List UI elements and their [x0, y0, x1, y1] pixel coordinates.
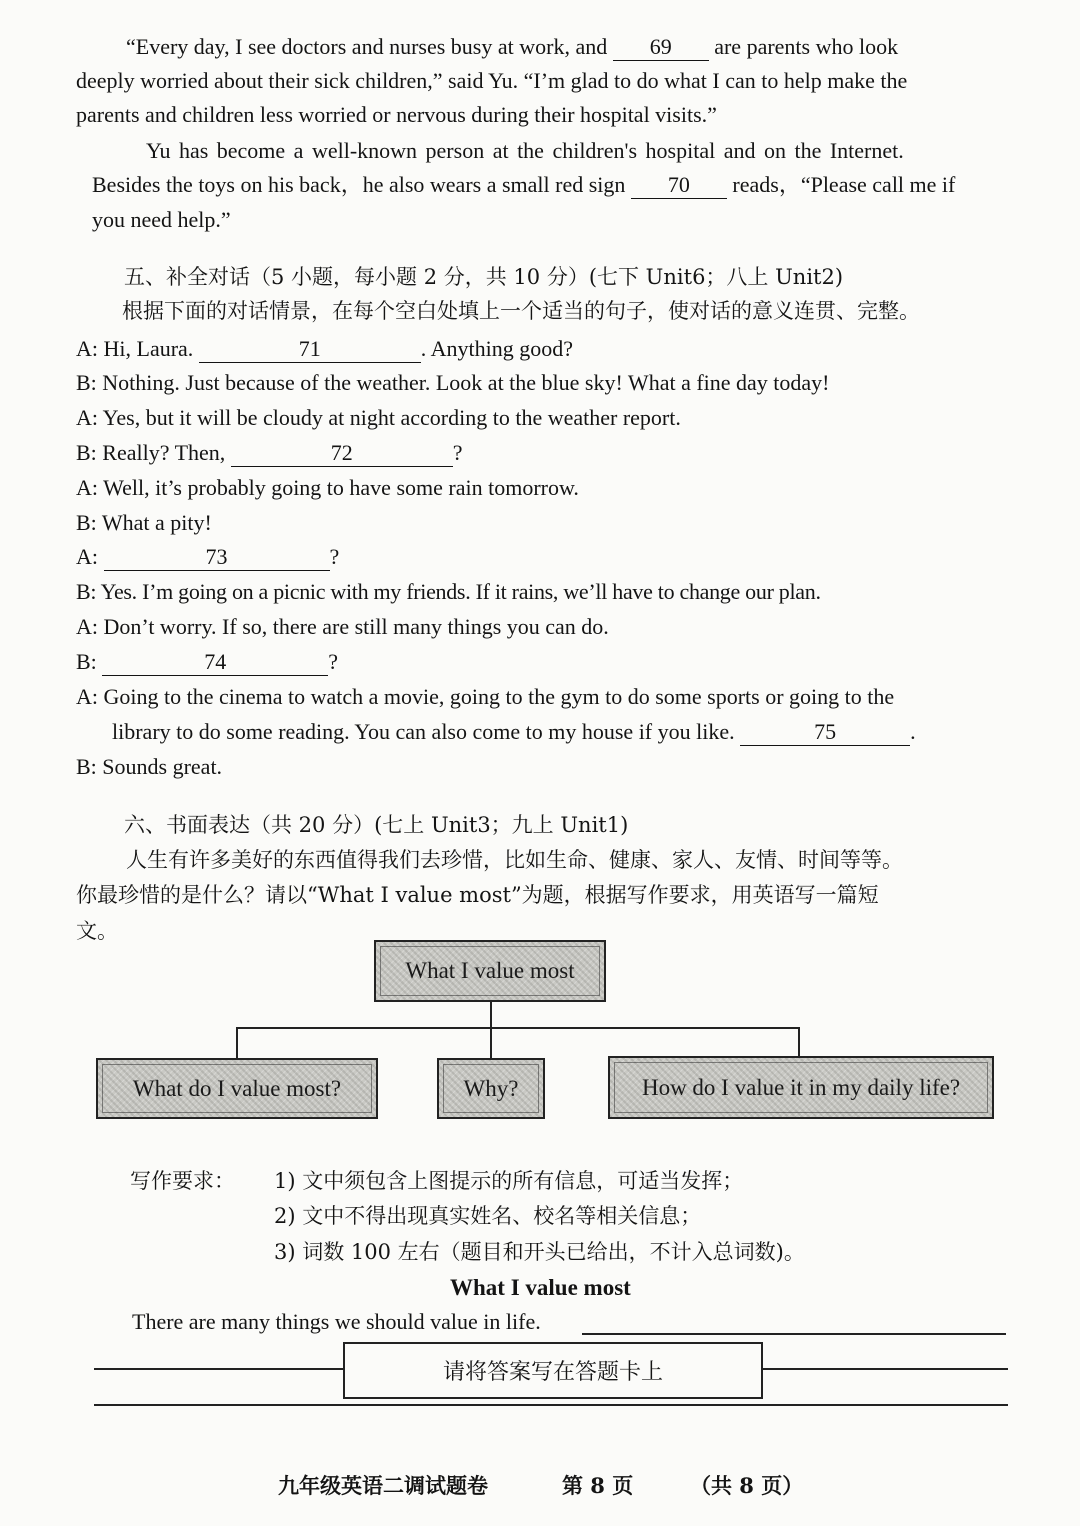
- diagram-child-box: How do I value it in my daily life?: [608, 1056, 994, 1119]
- section5-title: 五、补全对话（5 小题，每小题 2 分，共 10 分）(七下 Unit6；八上 Unit2): [124, 265, 844, 289]
- dialogue-text: B:: [76, 649, 103, 674]
- blank-74[interactable]: 74: [102, 649, 328, 676]
- dialogue-text: ?: [452, 440, 463, 465]
- writing-line[interactable]: [94, 1404, 1008, 1406]
- diagram-child-box: What do I value most?: [96, 1058, 378, 1119]
- section6-title: 六、书面表达（共 20 分）(七上 Unit3；九上 Unit1): [124, 813, 629, 837]
- diagram-connector: [236, 1027, 800, 1029]
- essay-opening: There are many things we should value in life.: [132, 1309, 541, 1334]
- writing-line[interactable]: [582, 1333, 1006, 1335]
- diagram-connector: [798, 1027, 800, 1058]
- diagram-connector: [236, 1027, 238, 1058]
- dialogue-line: A: Well, it’s probably going to have some rain tomorrow.: [76, 475, 579, 500]
- dialogue-text: ?: [328, 649, 339, 674]
- passage-line: [126, 32, 898, 62]
- requirement-item: 1) 文中须包含上图提示的所有信息，可适当发挥；: [274, 1169, 744, 1193]
- dialogue-line: [76, 334, 573, 364]
- blank-71[interactable]: 71: [199, 336, 421, 363]
- footer-page-number: 第 8 页: [562, 1473, 634, 1498]
- passage-line: parents and children less worried or nervous during their hospital visits.”: [76, 102, 717, 127]
- requirement-item: 3) 词数 100 左右（题目和开头已给出，不计入总词数)。: [274, 1240, 805, 1264]
- dialogue-line: A: Don’t worry. If so, there are still many things you can do.: [76, 614, 609, 639]
- dialogue-line: B: Yes. I’m going on a picnic with my friends. If it rains, we’ll have to change our plan.: [76, 579, 821, 604]
- passage-line: [92, 170, 955, 200]
- dialogue-line: [76, 438, 463, 468]
- dialogue-line: B: What a pity!: [76, 510, 212, 535]
- blank-70[interactable]: 70: [631, 172, 727, 199]
- section5-instruction: 根据下面的对话情景，在每个空白处填上一个适当的句子，使对话的意义连贯、完整。: [122, 299, 920, 323]
- dialogue-text: .: [910, 719, 916, 744]
- dialogue-line: [76, 647, 338, 677]
- essay-title: What I value most: [450, 1275, 631, 1300]
- blank-69[interactable]: 69: [613, 34, 709, 61]
- requirement-item: 2) 文中不得出现真实姓名、校名等相关信息；: [274, 1204, 702, 1228]
- diagram-connector: [490, 1027, 492, 1058]
- passage-text: are parents who look: [708, 34, 899, 59]
- dialogue-text: . Anything good?: [420, 336, 573, 361]
- dialogue-text: A:: [76, 544, 104, 569]
- dialogue-line: B: Nothing. Just because of the weather. Look at the blue sky! What a fine day today!: [76, 370, 830, 395]
- answer-card-notice: 请将答案写在答题卡上: [343, 1342, 763, 1399]
- passage-text: “Every day, I see doctors and nurses busy at work, and: [126, 34, 613, 59]
- passage-line: you need help.”: [92, 207, 231, 232]
- dialogue-line: B: Sounds great.: [76, 754, 223, 779]
- section6-intro: 你最珍惜的是什么？请以“What I value most”为题，根据写作要求，用英语写一篇短: [76, 883, 879, 907]
- blank-75[interactable]: 75: [740, 719, 910, 746]
- dialogue-text: A: Hi, Laura.: [76, 336, 199, 361]
- dialogue-line: A: Yes, but it will be cloudy at night according to the weather report.: [76, 405, 681, 430]
- passage-text: Besides the toys on his back，he also wears a small red sign: [92, 172, 631, 197]
- diagram-connector: [490, 1002, 492, 1028]
- writing-line[interactable]: [94, 1368, 344, 1370]
- dialogue-line: A: Going to the cinema to watch a movie, going to the gym to do some sports or going to the: [76, 684, 895, 709]
- footer-total-pages: （共 8 页）: [690, 1473, 804, 1498]
- section6-intro: 文。: [76, 919, 118, 943]
- section6-intro: 人生有许多美好的东西值得我们去珍惜，比如生命、健康、家人、友情、时间等等。: [126, 848, 903, 872]
- writing-line[interactable]: [762, 1368, 1008, 1370]
- dialogue-line: [112, 717, 916, 747]
- requirements-label: 写作要求：: [130, 1169, 235, 1193]
- dialogue-text: library to do some reading. You can also come to my house if you like.: [112, 719, 741, 744]
- dialogue-text: ?: [329, 544, 340, 569]
- diagram-root-box: What I value most: [374, 940, 606, 1002]
- dialogue-text: B: Really? Then,: [76, 440, 231, 465]
- blank-72[interactable]: 72: [231, 440, 453, 467]
- passage-line: deeply worried about their sick children,” said Yu. “I’m glad to do what I can to help make the: [76, 68, 908, 93]
- blank-73[interactable]: 73: [104, 544, 330, 571]
- passage-text: reads，“Please call me if: [726, 172, 956, 197]
- footer-exam-name: 九年级英语二调试题卷: [278, 1473, 488, 1498]
- passage-line: Yu has become a well-known person at the children's hospital and on the Internet.: [146, 138, 904, 163]
- diagram-child-box: Why?: [437, 1058, 545, 1119]
- dialogue-line: [76, 542, 339, 572]
